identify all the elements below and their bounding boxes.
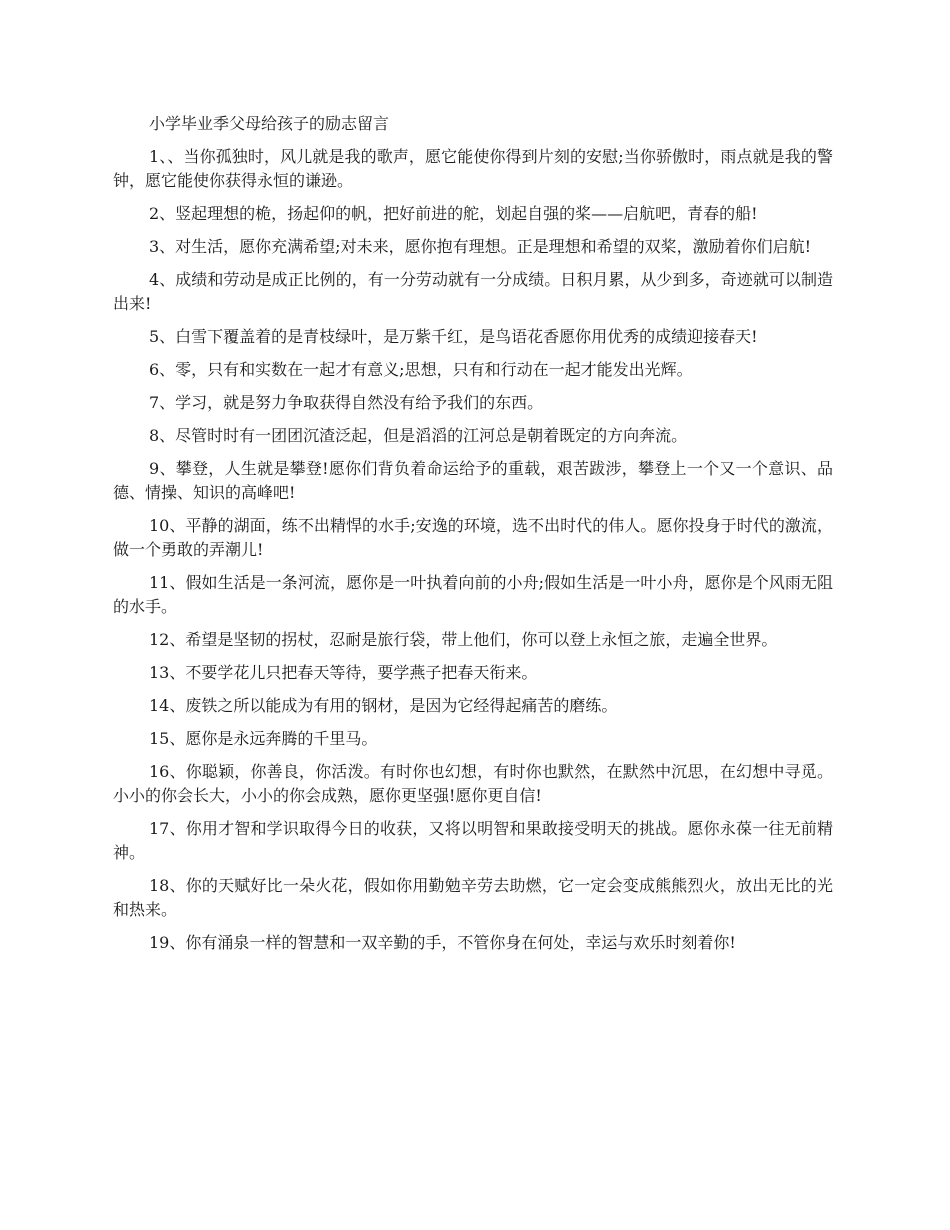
paragraph-9: 9、攀登，人生就是攀登!愿你们背负着命运给予的重载，艰苦跋涉，攀登上一个又一个意识、品德、情操、知识的高峰吧! bbox=[113, 459, 833, 502]
document-title: 小学毕业季父母给孩子的励志留言 bbox=[149, 114, 390, 133]
paragraph-8: 8、尽管时时有一团团沉渣泛起，但是滔滔的江河总是朝着既定的方向奔流。 bbox=[149, 426, 688, 445]
paragraph-14: 14、废铁之所以能成为有用的钢材，是因为它经得起痛苦的磨练。 bbox=[149, 696, 618, 715]
paragraph-7: 7、学习，就是努力争取获得自然没有给予我们的东西。 bbox=[149, 393, 544, 412]
paragraph-19: 19、你有涌泉一样的智慧和一双辛勤的手，不管你身在何处，幸运与欢乐时刻着你! bbox=[149, 933, 736, 952]
paragraph-2: 2、竖起理想的桅，扬起仰的帆，把好前进的舵，划起自强的桨——启航吧，青春的船! bbox=[149, 204, 758, 223]
paragraph-12: 12、希望是坚韧的拐杖，忍耐是旅行袋，带上他们，你可以登上永恒之旅，走遍全世界。 bbox=[149, 630, 778, 649]
paragraph-3: 3、对生活，愿你充满希望;对未来，愿你抱有理想。正是理想和希望的双桨，激励着你们启航! bbox=[149, 237, 812, 256]
paragraph-4: 4、成绩和劳动是成正比例的，有一分劳动就有一分成绩。日积月累，从少到多，奇迹就可以制造出来! bbox=[113, 270, 833, 313]
paragraph-6: 6、零，只有和实数在一起才有意义;思想，只有和行动在一起才能发出光辉。 bbox=[149, 360, 693, 379]
paragraph-15: 15、愿你是永远奔腾的千里马。 bbox=[149, 729, 378, 748]
paragraph-16: 16、你聪颖，你善良，你活泼。有时你也幻想，有时你也默然，在默然中沉思，在幻想中寻觅。小小的你会长大，小小的你会成熟，愿你更坚强!愿你更自信! bbox=[113, 762, 833, 805]
paragraph-18: 18、你的天赋好比一朵火花，假如你用勤勉辛劳去助燃，它一定会变成熊熊烈火，放出无比的光和热来。 bbox=[113, 876, 833, 919]
paragraph-17: 17、你用才智和学识取得今日的收获，又将以明智和果敢接受明天的挑战。愿你永葆一往无前精神。 bbox=[113, 819, 833, 862]
paragraph-13: 13、不要学花儿只把春天等待，要学燕子把春天衔来。 bbox=[149, 663, 538, 682]
paragraph-10: 10、平静的湖面，练不出精悍的水手;安逸的环境，选不出时代的伟人。愿你投身于时代的激流，做一个勇敢的弄潮儿! bbox=[113, 516, 833, 559]
paragraph-5: 5、白雪下覆盖着的是青枝绿叶，是万紫千红，是鸟语花香愿你用优秀的成绩迎接春天! bbox=[149, 327, 758, 346]
document-page bbox=[113, 112, 833, 964]
paragraph-11: 11、假如生活是一条河流，愿你是一叶执着向前的小舟;假如生活是一叶小舟，愿你是个风雨无阻的水手。 bbox=[113, 573, 833, 616]
paragraph-1: 1、、当你孤独时，风儿就是我的歌声，愿它能使你得到片刻的安慰;当你骄傲时，雨点就是我的警钟，愿它能使你获得永恒的谦逊。 bbox=[113, 147, 833, 190]
